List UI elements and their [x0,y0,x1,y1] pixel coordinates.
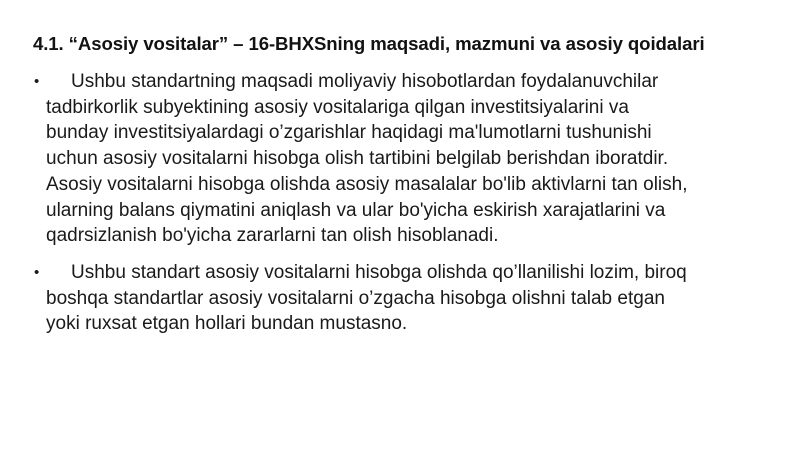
slide-body [0,69,800,337]
bullet-dot-icon: • [34,263,40,281]
bullet-dot-icon: • [34,73,40,90]
bullet-line: Ushbu standart asosiy vositalarni hisobga olishda qo’llanilishi lozim, biroq [71,261,687,283]
slide-title: 4.1. “Asosiy vositalar” – 16-BHXSning maqsadi, mazmuni va asosiy qoidalari [33,33,705,54]
bullet-line: uchun asosiy vositalarni hisobga olish tartibini belgilab berishdan iboratdir. [46,148,669,170]
bullet-line: Ushbu standartning maqsadi moliyaviy hisobotlardan foydalanuvchilar [71,71,659,92]
bullet-line: tadbirkorlik subyektining asosiy vositalariga qilgan investitsiyalarini va [46,96,629,118]
bullet-item-2 [0,260,800,337]
bullet-line: boshqa standartlar asosiy vositalarni o’zgacha hisobga olishni talab etgan [46,287,665,309]
bullet-item-1 [0,69,800,249]
bullet-line: Asosiy vositalarni hisobga olishda asosiy masalalar bo'lib aktivlarni tan olish, [46,173,688,195]
bullet-line: bunday investitsiyalardagi o’zgarishlar haqidagi ma'lumotlarni tushunishi [46,122,652,144]
bullet-line: yoki ruxsat etgan hollari bundan mustasno. [46,313,408,335]
bullet-line: ularning balans qiymatini aniqlash va ular bo'yicha eskirish xarajatlarini va [46,199,666,221]
bullet-line: qadrsizlanish bo'yicha zararlarni tan olish hisoblanadi. [46,225,499,247]
